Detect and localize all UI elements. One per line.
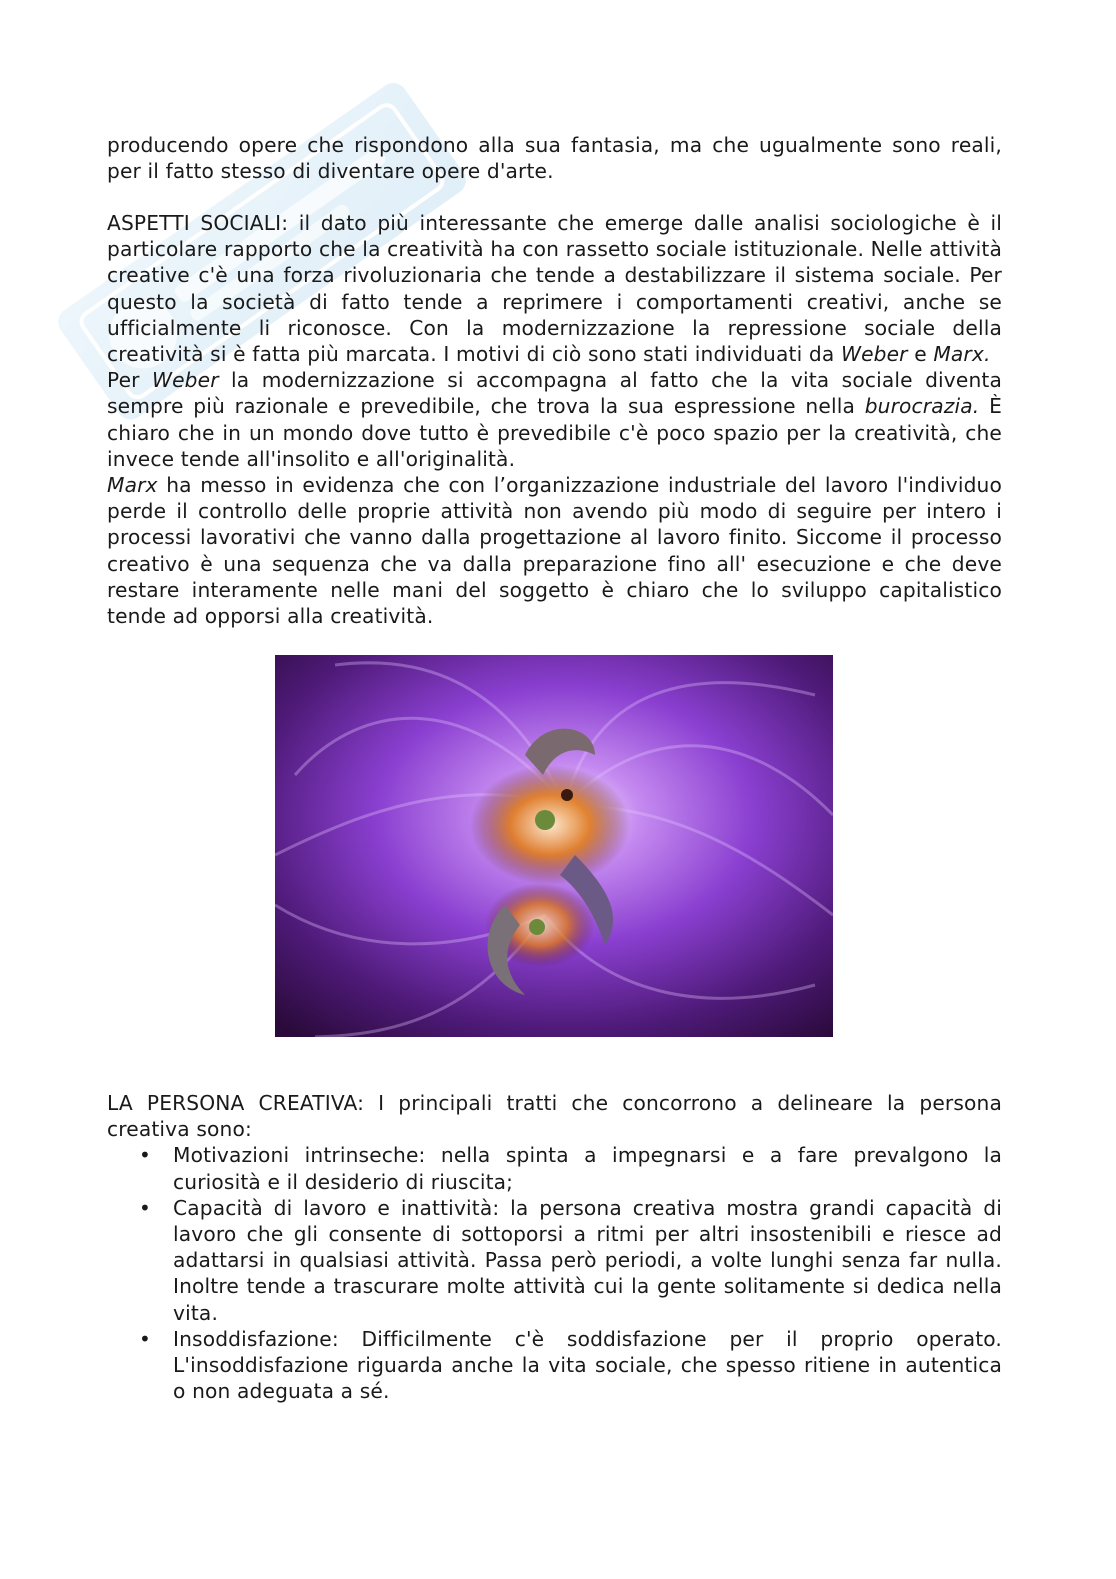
paragraph-weber — [107, 367, 1002, 472]
text-run: e — [907, 342, 934, 367]
text-run: ha messo in evidenza che con l’organizzazione industriale del lavoro l'individuo perde il controllo delle proprie attività non avendo più modo di seguire per intero i processi lavorativi che vanno dalla progettazione al lavoro finito. Siccome il processo creativo è una sequenza che va dalla preparazione fino all' esecuzione e che deve restare interamente nelle mani del soggetto è chiaro che lo sviluppo capitalistico tende ad opporsi alla creatività. — [107, 473, 1002, 629]
list-item-text: Motivazioni intrinseche: nella spinta a impegnarsi e a fare prevalgono la curiosità e il desiderio di riuscita; — [173, 1143, 1002, 1194]
list-item — [107, 1142, 1002, 1194]
emphasis-weber: Weber — [840, 342, 908, 367]
text-run: la modernizzazione si accompagna al fatto che la vita sociale diventa sempre più razionale e prevedibile, che trova la sua espressione nella — [107, 368, 1002, 419]
list-item — [107, 1326, 1002, 1405]
section-social-aspects — [107, 210, 1002, 629]
paragraph-marx — [107, 472, 1002, 629]
emphasis-weber: Weber — [152, 368, 219, 393]
list-item — [107, 1195, 1002, 1326]
text-run: È chiaro che in un mondo dove tutto è prevedibile c'è poco spazio per la creatività, che invece tende all'insolito e all'originalità. — [107, 394, 1002, 471]
emphasis-marx: Marx. — [933, 342, 991, 367]
traits-list — [107, 1142, 1002, 1404]
text-run: ASPETTI SOCIALI: il dato più interessante che emerge dalle analisi sociologiche è il particolare rapporto che la creatività ha con rassetto sociale istituzionale. Nelle attività creative c'è una forza rivoluzionaria che tende a destabilizzare il sistema sociale. Per questo la società di fatto tende a reprimere i comportamenti creativi, anche se ufficialmente li riconosce. Con la modernizzazione la repressione sociale della creatività si è fatta più marcata. I motivi di ciò sono stati individuati da — [107, 211, 1002, 367]
bullet-icon: • — [139, 1195, 151, 1220]
paragraph-person-intro: LA PERSONA CREATIVA: I principali tratti che concorrono a delineare la persona creativa sono: — [107, 1091, 1002, 1142]
list-item-text: Capacità di lavoro e inattività: la persona creativa mostra grandi capacità di lavoro che gli consente di sottoporsi a ritmi per altri insostenibili e riesce ad adattarsi in qualsiasi attività. Passa però periodi, a volte lunghi senza far nulla. Inoltre tende a trascurare molte attività cui la gente solitamente si dedica nella vita. — [173, 1195, 1002, 1325]
paragraph-social-intro — [107, 210, 1002, 367]
paragraph-text: producendo opere che rispondono alla sua fantasia, ma che ugualmente sono reali, per il fatto stesso di diventare opere d'arte. — [107, 133, 1002, 184]
emphasis-burocrazia: burocrazia. — [864, 394, 980, 419]
list-item-text: Insoddisfazione: Difficilmente c'è soddisfazione per il proprio operato. L'insoddisfazione riguarda anche la vita sociale, che spesso ritiene in autentica o non adeguata a sé. — [173, 1326, 1002, 1404]
section-creative-person — [107, 1090, 1002, 1404]
fractal-image — [275, 655, 833, 1037]
bullet-icon: • — [139, 1143, 151, 1168]
paragraph-continuation — [107, 132, 1002, 184]
text-run: Per — [107, 368, 152, 393]
emphasis-marx: Marx — [107, 473, 158, 498]
bullet-icon: • — [139, 1326, 151, 1351]
